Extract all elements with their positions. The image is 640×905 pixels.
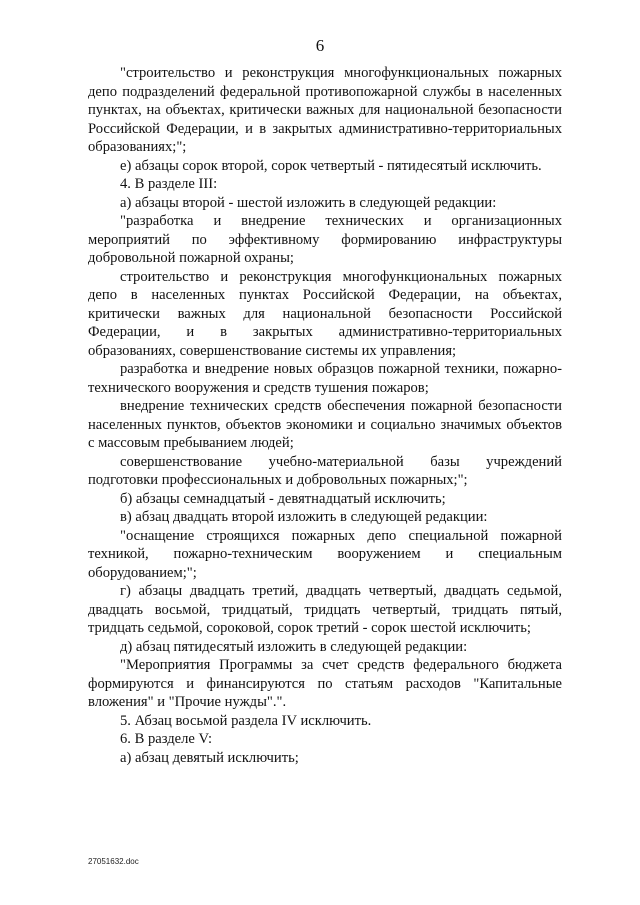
paragraph: 6. В разделе V:	[120, 731, 213, 747]
paragraph: "строительство и реконструкция многофункциональных пожарных депо подразделений федеральной противопожарной службы в населенных пунктах, на объектах, критически важных для национальной безопасности Российской Федерации, и в закрытых административно-территориальных образованиях;";	[88, 65, 562, 155]
footer-filename: 27051632.doc	[88, 857, 139, 866]
paragraph: "Мероприятия Программы за счет средств федерального бюджета формируются и финансируются по статьям расходов "Капитальные вложения" и "Прочие нужды".".	[88, 657, 562, 710]
paragraph: в) абзац двадцать второй изложить в следующей редакции:	[120, 509, 488, 525]
paragraph: е) абзацы сорок второй, сорок четвертый - пятидесятый исключить.	[120, 157, 542, 174]
paragraph: д) абзац пятидесятый изложить в следующей редакции:	[120, 638, 468, 655]
paragraph: б) абзацы семнадцатый - девятнадцатый исключить;	[120, 490, 446, 507]
paragraph: а) абзацы второй - шестой изложить в следующей редакции:	[120, 194, 497, 211]
paragraph: "оснащение строящихся пожарных депо специальной пожарной техникой, пожарно-техническим вооружением и специальным оборудованием;";	[88, 527, 562, 581]
paragraph: совершенствование учебно-материальной базы учреждений подготовки профессиональных и добровольных пожарных;";	[88, 453, 562, 488]
paragraph: "разработка и внедрение технических и организационных мероприятий по эффективному формированию инфраструктуры добровольной пожарной охраны;	[88, 213, 562, 266]
paragraph: г) абзацы двадцать третий, двадцать четвертый, двадцать седьмой, двадцать восьмой, тридцатый, тридцать четвертый, тридцать пятый, тридцать седьмой, сороковой, сорок третий - сорок шестой исключить;	[88, 583, 562, 636]
paragraph: разработка и внедрение новых образцов пожарной техники, пожарно-технического вооружения и средств тушения пожаров;	[88, 361, 562, 396]
paragraph: внедрение технических средств обеспечения пожарной безопасности населенных пунктов, объектов экономики и социально значимых объектов с массовым пребыванием людей;	[88, 398, 562, 451]
paragraph: строительство и реконструкция многофункциональных пожарных депо в населенных пунктах Российской Федерации, на объектах, критически важных для национальной безопасности Российской Федерации, и в закрытых административно-территориальных образованиях, совершенствование системы их управления;	[88, 268, 562, 359]
page-number: 6	[315, 36, 325, 55]
paragraph: а) абзац девятый исключить;	[120, 749, 299, 766]
paragraph: 5. Абзац восьмой раздела IV исключить.	[120, 712, 372, 729]
paragraph: 4. В разделе III:	[120, 176, 218, 192]
document-body	[88, 64, 562, 767]
